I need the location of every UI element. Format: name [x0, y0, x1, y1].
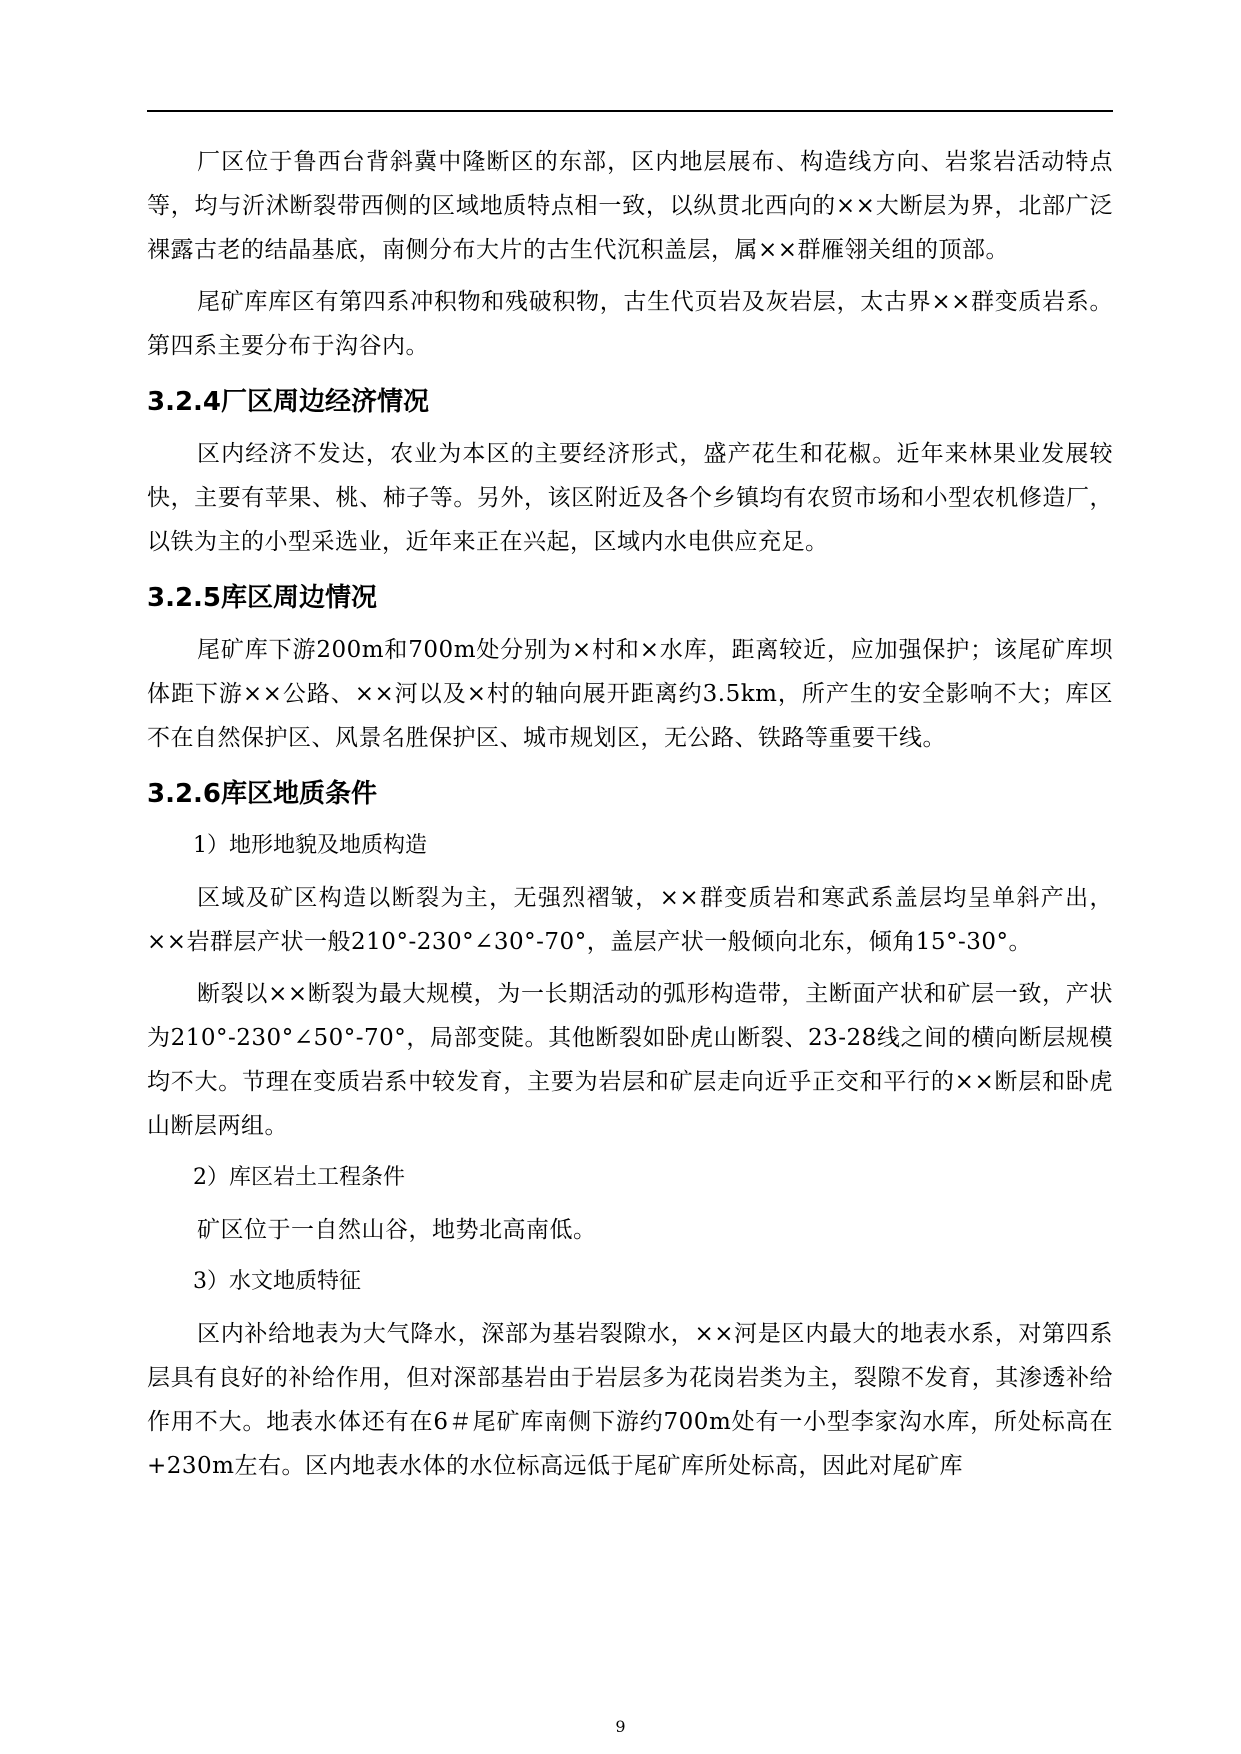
paragraph-regional-geology: 厂区位于鲁西台背斜冀中隆断区的东部，区内地层展布、构造线方向、岩浆岩活动特点等，均与沂沭断裂带西侧的区域地质特点相一致，以纵贯北西向的××大断层为界，北部广泛裸露古老的结晶基底，南侧分布大片的古生代沉积盖层，属××群雁翎关组的顶部。 [147, 149, 1113, 263]
paragraph-valley: 矿区位于一自然山谷，地势北高南低。 [197, 1217, 597, 1243]
heading-3-2-6: 3.2.6库区地质条件 [147, 779, 378, 809]
heading-3-2-4: 3.2.4厂区周边经济情况 [147, 387, 430, 417]
list-item-geotechnical: 2）库区岩土工程条件 [193, 1165, 405, 1190]
paragraph-structure: 区域及矿区构造以断裂为主，无强烈褶皱，××群变质岩和寒武系盖层均呈单斜产出，××岩群层产状一般210°-230°∠30°-70°，盖层产状一般倾向北东，倾角15°-30°。 [147, 885, 1113, 955]
paragraph-economy: 区内经济不发达，农业为本区的主要经济形式，盛产花生和花椒。近年来林果业发展较快，主要有苹果、桃、柿子等。另外，该区附近及各个乡镇均有农贸市场和小型农机修造厂，以铁为主的小型采选业，近年来正在兴起，区域内水电供应充足。 [147, 441, 1113, 555]
header-rule [147, 110, 1113, 112]
document-body [147, 140, 1113, 1496]
list-item-terrain: 1）地形地貌及地质构造 [193, 833, 427, 858]
paragraph-faults: 断裂以××断裂为最大规模，为一长期活动的弧形构造带，主断面产状和矿层一致，产状为210°-230°∠50°-70°，局部变陡。其他断裂如卧虎山断裂、23-28线之间的横向断层规模均不大。节理在变质岩系中较发育，主要为岩层和矿层走向近乎正交和平行的××断层和卧虎山断层两组。 [147, 981, 1113, 1139]
paragraph-surroundings: 尾矿库下游200m和700m处分别为×村和×水库，距离较近，应加强保护；该尾矿库坝体距下游××公路、××河以及×村的轴向展开距离约3.5km，所产生的安全影响不大；库区不在自然保护区、风景名胜保护区、城市规划区，无公路、铁路等重要干线。 [147, 637, 1113, 751]
paragraph-tailings-strata: 尾矿库库区有第四系冲积物和残破积物，古生代页岩及灰岩层，太古界××群变质岩系。第四系主要分布于沟谷内。 [147, 289, 1113, 359]
page-number: 9 [615, 1717, 626, 1736]
heading-3-2-5: 3.2.5库区周边情况 [147, 583, 378, 613]
list-item-hydrology: 3）水文地质特征 [193, 1269, 361, 1294]
paragraph-hydrology: 区内补给地表为大气降水，深部为基岩裂隙水，××河是区内最大的地表水系，对第四系层具有良好的补给作用，但对深部基岩由于岩层多为花岗岩类为主，裂隙不发育，其渗透补给作用不大。地表水体还有在6＃尾矿库南侧下游约700m处有一小型李家沟水库，所处标高在+230m左右。区内地表水体的水位标高远低于尾矿库所处标高，因此对尾矿库 [147, 1321, 1113, 1479]
